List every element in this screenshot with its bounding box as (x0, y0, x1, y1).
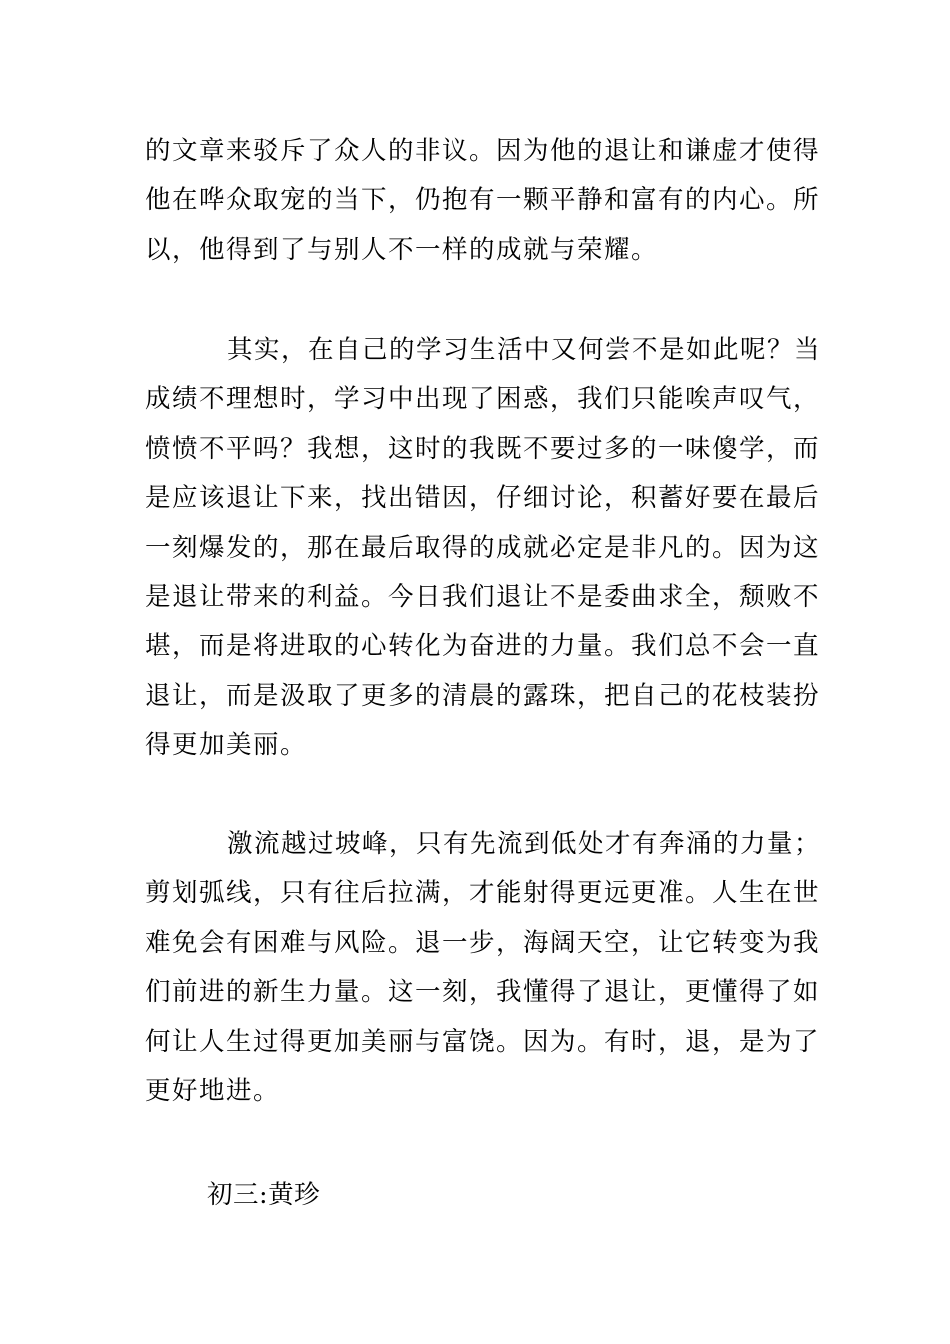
paragraph-line: 愤愤不平吗？我想，这时的我既不要过多的一味傻学，而 (145, 433, 821, 464)
paragraph-line: 难免会有困难与风险。退一步，海阔天空，让它转变为我 (145, 927, 821, 958)
paragraph-line: 们前进的新生力量。这一刻，我懂得了退让，更懂得了如 (145, 977, 821, 1008)
paragraph-line: 其实，在自己的学习生活中又何尝不是如此呢？当 (227, 335, 822, 365)
paragraph-3 (145, 820, 822, 1116)
paragraph-line: 一刻爆发的，那在最后取得的成就必定是非凡的。因为这 (145, 532, 821, 563)
paragraph-line: 成绩不理想时，学习中出现了困惑，我们只能唉声叹气， (145, 384, 821, 415)
paragraph-line: 他在哗众取宠的当下，仍抱有一颗平静和富有的内心。所 (145, 185, 821, 216)
paragraph-line: 剪划弧线，只有往后拉满，才能射得更远更准。人生在世 (145, 878, 821, 909)
paragraph-1 (145, 127, 821, 275)
paragraph-2 (145, 326, 822, 771)
paragraph-line: 激流越过坡峰，只有先流到低处才有奔涌的力量； (227, 829, 822, 859)
paragraph-line: 的文章来驳斥了众人的非议。因为他的退让和谦虚才使得 (145, 136, 821, 166)
paragraph-line: 是应该退让下来，找出错因，仔细讨论，积蓄好要在最后 (145, 483, 821, 514)
paragraph-line: 得更加美丽。 (145, 730, 308, 761)
paragraph-line: 以，他得到了与别人不一样的成就与荣耀。 (145, 234, 659, 265)
author-signature: 初三:黄珍 (207, 1180, 321, 1210)
paragraph-line: 更好地进。 (145, 1076, 281, 1107)
paragraph-line: 何让人生过得更加美丽与富饶。因为。有时，退，是为了 (145, 1026, 821, 1057)
paragraph-line: 是退让带来的利益。今日我们退让不是委曲求全，颓败不 (145, 582, 821, 613)
paragraph-line: 退让，而是汲取了更多的清晨的露珠，把自己的花枝装扮 (145, 680, 821, 711)
paragraph-line: 堪，而是将进取的心转化为奋进的力量。我们总不会一直 (145, 631, 821, 662)
